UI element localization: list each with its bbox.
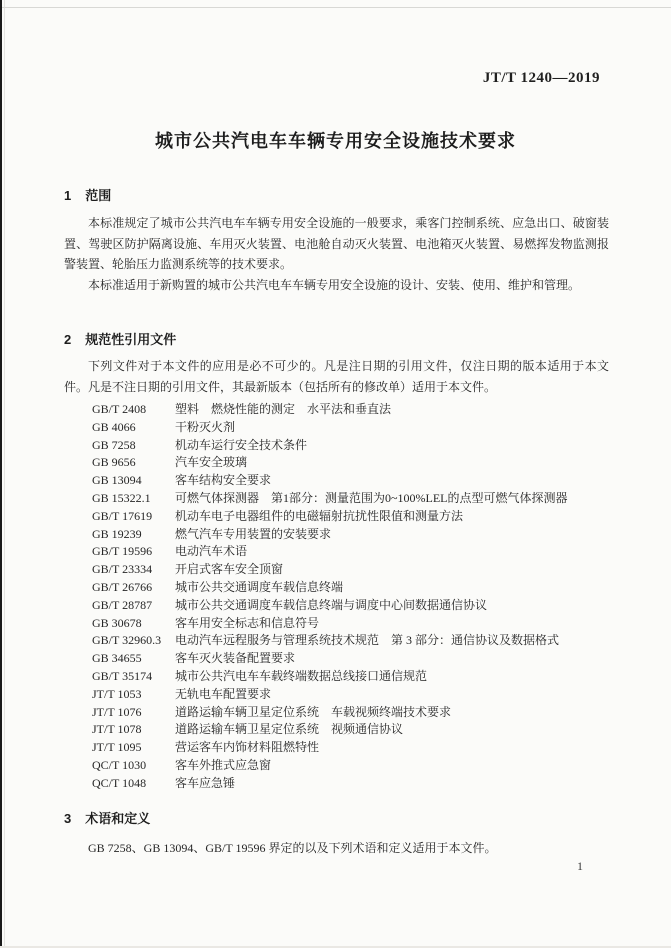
- reference-list: [92, 401, 619, 793]
- reference-title: 干粉灭火剂: [175, 419, 236, 434]
- reference-title: 无轨电车配置要求: [175, 686, 272, 701]
- reference-row: [92, 579, 619, 597]
- reference-row: [92, 526, 619, 544]
- reference-code: GB/T 19596: [92, 544, 153, 559]
- reference-title: 道路运输车辆卫星定位系统 视频通信协议: [175, 722, 404, 737]
- paragraph: 本标准规定了城市公共汽电车车辆专用安全设施的一般要求，乘客门控制系统、应急出口、破窗装置、驾驶区防护隔离设施、车用灭火装置、电池舱自动灭火装置、电池箱灭火装置、易燃挥发物监测报警装置、轮胎压力监测系统等的技术要求。: [64, 216, 609, 272]
- reference-row: [92, 437, 619, 455]
- page-number: 1: [577, 859, 583, 873]
- reference-title: 开启式客车安全顶窗: [175, 562, 284, 577]
- reference-title: 客车外推式应急窗: [175, 757, 272, 772]
- section-1-heading: [64, 185, 111, 204]
- reference-code: JT/T 1053: [92, 686, 142, 701]
- reference-title: 机动车电子电器组件的电磁辐射抗扰性限值和测量方法: [175, 508, 464, 523]
- reference-title: 汽车安全玻璃: [175, 455, 248, 470]
- reference-code: GB 34655: [92, 651, 142, 666]
- reference-code: GB/T 28787: [92, 597, 153, 612]
- reference-code: GB 19239: [92, 526, 142, 541]
- reference-row: [92, 508, 619, 526]
- reference-code: GB/T 17619: [92, 508, 153, 523]
- section-3-body: [64, 838, 609, 859]
- reference-code: GB/T 26766: [92, 579, 153, 594]
- reference-title: 道路运输车辆卫星定位系统 车载视频终端技术要求: [175, 704, 452, 719]
- reference-title: 电动汽车远程服务与管理系统技术规范 第 3 部分：通信协议及数据格式: [175, 633, 560, 648]
- doc-title: 城市公共汽电车车辆专用安全设施技术要求: [155, 131, 516, 151]
- reference-row: [92, 704, 619, 722]
- section-3-heading: [64, 808, 150, 827]
- reference-row: [92, 561, 619, 579]
- reference-code: GB 4066: [92, 419, 136, 434]
- reference-row: [92, 543, 619, 561]
- reference-code: GB/T 32960.3: [92, 633, 162, 648]
- reference-row: [92, 454, 619, 472]
- reference-code: QC/T 1048: [92, 775, 147, 790]
- paragraph: GB 7258、GB 13094、GB/T 19596 界定的以及下列术语和定义适用于本文件。: [88, 841, 497, 855]
- reference-row: [92, 686, 619, 704]
- reference-code: JT/T 1078: [92, 722, 142, 737]
- reference-row: [92, 775, 619, 793]
- reference-title: 城市公共交通调度车载信息终端: [175, 579, 344, 594]
- paragraph: 下列文件对于本文件的应用是必不可少的。凡是注日期的引用文件，仅注日期的版本适用于本文件。凡是不注日期的引用文件，其最新版本（包括所有的修改单）适用于本文件。: [64, 359, 609, 394]
- reference-row: [92, 597, 619, 615]
- reference-row: [92, 632, 619, 650]
- reference-row: [92, 401, 619, 419]
- scan-top-edge: [2, 7, 671, 8]
- reference-row: [92, 419, 619, 437]
- section-number: 1: [64, 188, 72, 203]
- doc-code: JT/T 1240—2019: [482, 70, 600, 86]
- reference-title: 电动汽车术语: [175, 544, 248, 559]
- section-number: 2: [64, 332, 72, 347]
- reference-title: 可燃气体探测器 第1部分：测量范围为0~100%LEL的点型可燃气体探测器: [175, 490, 568, 505]
- reference-code: GB/T 23334: [92, 562, 153, 577]
- section-title: 术语和定义: [85, 811, 151, 826]
- reference-title: 营运客车内饰材料阻燃特性: [175, 740, 320, 755]
- reference-code: JT/T 1095: [92, 740, 142, 755]
- reference-row: [92, 650, 619, 668]
- section-title: 范围: [85, 188, 112, 203]
- reference-row: [92, 472, 619, 490]
- reference-title: 城市公共汽电车车载终端数据总线接口通信规范: [175, 668, 428, 683]
- reference-code: GB 13094: [92, 473, 142, 488]
- reference-code: GB/T 35174: [92, 668, 153, 683]
- paragraph: 本标准适用于新购置的城市公共汽电车车辆专用安全设施的设计、安装、使用、维护和管理。: [88, 277, 581, 292]
- reference-row: [92, 757, 619, 775]
- reference-title: 机动车运行安全技术条件: [175, 437, 308, 452]
- reference-row: [92, 490, 619, 508]
- reference-code: JT/T 1076: [92, 704, 142, 719]
- reference-row: [92, 721, 619, 739]
- reference-code: GB 30678: [92, 615, 142, 630]
- section-number: 3: [64, 811, 72, 826]
- reference-title: 塑料 燃烧性能的测定 水平法和垂直法: [175, 402, 392, 416]
- reference-title: 客车应急锤: [175, 775, 236, 790]
- reference-code: GB 15322.1: [92, 490, 151, 505]
- reference-title: 城市公共交通调度车载信息终端与调度中心间数据通信协议: [175, 597, 488, 612]
- section-2-body: [64, 356, 609, 397]
- section-2-heading: [64, 329, 176, 348]
- reference-code: QC/T 1030: [92, 757, 147, 772]
- reference-row: [92, 668, 619, 686]
- section-title: 规范性引用文件: [85, 332, 177, 347]
- reference-title: 客车用安全标志和信息符号: [175, 615, 320, 630]
- reference-row: [92, 615, 619, 633]
- reference-title: 客车灭火装备配置要求: [175, 651, 296, 666]
- reference-code: GB/T 2408: [92, 402, 147, 416]
- reference-row: [92, 739, 619, 757]
- reference-code: GB 7258: [92, 437, 136, 452]
- reference-title: 燃气汽车专用装置的安装要求: [175, 526, 332, 541]
- reference-title: 客车结构安全要求: [175, 473, 272, 488]
- reference-code: GB 9656: [92, 455, 136, 470]
- section-1-body: [64, 213, 609, 295]
